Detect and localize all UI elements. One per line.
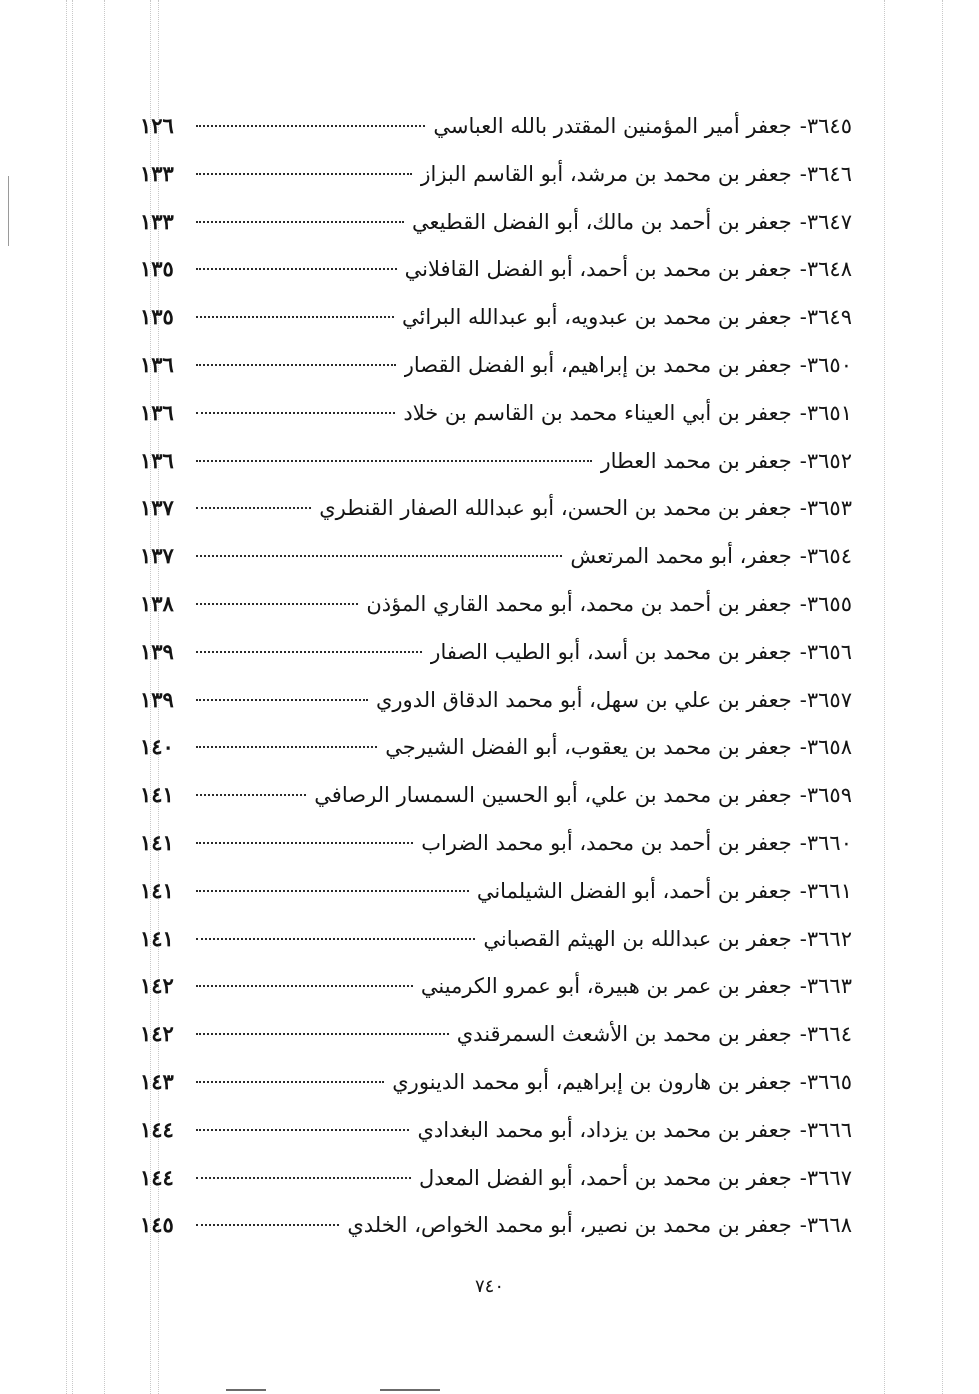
entry-number: ٣٦٥٠-	[799, 352, 852, 377]
entry-title: جعفر بن أحمد، أبو الفضل الشيلماني	[476, 878, 792, 903]
scan-mark	[8, 176, 9, 246]
toc-entry	[140, 1058, 852, 1106]
entry-title: جعفر بن هارون بن إبراهيم، أبو محمد الدينوري	[392, 1069, 792, 1094]
page-number: ٧٤٠	[474, 1276, 504, 1297]
entry-page-number: ١٣٣	[140, 208, 174, 234]
toc-entry	[140, 1010, 852, 1058]
entry-number: ٣٦٥١-	[799, 400, 852, 425]
dot-leader	[196, 1033, 449, 1035]
entry-number: ٣٦٦٧-	[799, 1165, 852, 1190]
dot-leader	[196, 507, 311, 509]
entry-title: جعفر بن عمر بن هبيرة، أبو عمرو الكرميني	[420, 974, 792, 999]
scan-guide-line	[72, 0, 73, 1394]
entry-page-number: ١٤٠	[140, 734, 174, 760]
toc-entry	[140, 819, 852, 867]
entry-number: ٣٦٥٤-	[799, 544, 852, 569]
entry-page-number: ١٣٦	[140, 351, 174, 377]
entry-page-number: ١٣٦	[140, 447, 174, 473]
toc-entry	[140, 532, 852, 580]
entry-title: جعفر بن محمد بن يعقوب، أبو الفضل الشيرجي	[385, 735, 792, 760]
toc-entry	[140, 915, 852, 963]
dot-leader	[196, 603, 358, 605]
scan-guide-line	[66, 0, 67, 1394]
entry-number: ٣٦٤٨-	[799, 257, 852, 282]
entry-page-number: ١٣٥	[140, 304, 174, 330]
toc-entry	[140, 437, 852, 485]
entry-title: جعفر بن محمد بن إبراهيم، أبو الفضل القصار	[403, 352, 792, 377]
toc-entry	[140, 245, 852, 293]
dot-leader	[196, 1177, 411, 1179]
entry-page-number: ١٤١	[140, 829, 174, 855]
entry-page-number: ١٣٦	[140, 399, 174, 425]
dot-leader	[196, 985, 413, 987]
toc-entry	[140, 293, 852, 341]
scan-guide-line	[884, 0, 885, 1394]
entry-title: جعفر بن أحمد بن محمد، أبو محمد القاري المؤذن	[366, 591, 792, 616]
entry-page-number: ١٤١	[140, 925, 174, 951]
entry-title: جعفر بن محمد بن الحسن، أبو عبدالله الصفار القنطري	[319, 496, 792, 521]
toc-entry	[140, 484, 852, 532]
entry-number: ٣٦٤٥-	[799, 114, 852, 138]
entry-number: ٣٦٦٠-	[799, 830, 852, 855]
entry-title: جعفر بن محمد بن علي، أبو الحسين السمسار الرصافي	[314, 783, 792, 808]
entry-number: ٣٦٦١-	[799, 878, 852, 903]
entry-title: جعفر بن علي بن سهل، أبو محمد الدقاق الدوري	[375, 687, 792, 712]
bottom-rule	[226, 1389, 266, 1391]
dot-leader	[196, 364, 396, 366]
entry-title: جعفر بن محمد العطار	[600, 448, 792, 473]
entry-title: جعفر بن محمد بن يزداد، أبو محمد البغدادي	[417, 1117, 792, 1142]
dot-leader	[196, 460, 592, 462]
entry-page-number: ١٤٤	[140, 1116, 174, 1142]
toc-entry	[140, 580, 852, 628]
entry-number: ٣٦٦٤-	[799, 1022, 852, 1047]
entry-number: ٣٦٤٧-	[799, 209, 852, 234]
entry-title: جعفر بن محمد بن أسد، أبو الطيب الصفار	[430, 639, 792, 664]
entry-page-number: ١٣٩	[140, 686, 174, 712]
toc-entry	[140, 628, 852, 676]
dot-leader	[196, 221, 404, 223]
dot-leader	[196, 268, 397, 270]
dot-leader	[196, 1224, 339, 1226]
toc-entry	[140, 771, 852, 819]
entry-page-number: ١٤٥	[140, 1212, 174, 1238]
entry-number: ٣٦٦٢-	[799, 926, 852, 951]
toc-entry	[140, 1201, 852, 1249]
entry-page-number: ١٤٤	[140, 1164, 174, 1190]
dot-leader	[196, 699, 368, 701]
dot-leader	[196, 746, 377, 748]
dot-leader	[196, 651, 422, 653]
entry-number: ٣٦٥٦-	[799, 639, 852, 664]
entry-page-number: ١٤١	[140, 782, 174, 808]
table-of-contents	[140, 102, 852, 1249]
entry-number: ٣٦٥٢-	[799, 448, 852, 473]
entry-title: جعفر بن محمد بن أحمد، أبو الفضل القافلاني	[404, 257, 792, 282]
entry-title: جعفر بن عبدالله بن الهيثم القصباني	[483, 926, 792, 951]
toc-entry	[140, 1154, 852, 1202]
bottom-rule	[380, 1389, 440, 1391]
entry-number: ٣٦٤٩-	[799, 305, 852, 330]
entry-page-number: ١٢٦	[140, 113, 174, 138]
dot-leader	[196, 794, 306, 796]
entry-page-number: ١٤١	[140, 877, 174, 903]
entry-number: ٣٦٦٨-	[799, 1213, 852, 1238]
entry-number: ٣٦٥٨-	[799, 735, 852, 760]
entry-number: ٣٦٤٦-	[799, 161, 852, 186]
toc-entry	[140, 867, 852, 915]
dot-leader	[196, 938, 475, 940]
entry-page-number: ١٣٨	[140, 590, 174, 616]
dot-leader	[196, 1081, 384, 1083]
entry-number: ٣٦٦٥-	[799, 1069, 852, 1094]
entry-title: جعفر بن أحمد بن مالك، أبو الفضل القطيعي	[412, 209, 792, 234]
dot-leader	[196, 842, 413, 844]
entry-number: ٣٦٥٣-	[799, 496, 852, 521]
toc-entry	[140, 198, 852, 246]
entry-page-number: ١٤٢	[140, 973, 174, 999]
entry-title: جعفر بن محمد بن نصير، أبو محمد الخواص، الخلدي	[347, 1213, 792, 1238]
dot-leader	[196, 316, 394, 318]
toc-entry	[140, 341, 852, 389]
toc-entry	[140, 723, 852, 771]
toc-entry	[140, 150, 852, 198]
dot-leader	[196, 173, 412, 175]
entry-page-number: ١٣٣	[140, 160, 174, 186]
entry-title: جعفر، أبو محمد المرتعش	[570, 544, 792, 569]
entry-title: جعفر بن محمد بن الأشعث السمرقندي	[456, 1022, 792, 1047]
entry-title: جعفر بن محمد بن مرشد، أبو القاسم البزاز	[420, 161, 792, 186]
toc-entry	[140, 389, 852, 437]
scan-guide-line	[104, 0, 105, 1394]
entry-number: ٣٦٥٩-	[799, 783, 852, 808]
dot-leader	[196, 412, 395, 414]
scan-guide-line	[942, 0, 943, 1394]
entry-number: ٣٦٥٥-	[799, 591, 852, 616]
entry-page-number: ١٣٩	[140, 638, 174, 664]
entry-page-number: ١٣٧	[140, 495, 174, 521]
toc-entry	[140, 1106, 852, 1154]
dot-leader	[196, 555, 562, 557]
entry-page-number: ١٤٢	[140, 1021, 174, 1047]
entry-number: ٣٦٦٣-	[799, 974, 852, 999]
dot-leader	[196, 1129, 409, 1131]
entry-page-number: ١٣٥	[140, 256, 174, 282]
toc-entry	[140, 676, 852, 724]
toc-entry	[140, 102, 852, 150]
entry-title: جعفر بن أحمد بن محمد، أبو محمد الضراب	[421, 830, 792, 855]
entry-title: جعفر بن محمد بن عبدويه، أبو عبدالله البرائي	[401, 305, 792, 330]
dot-leader	[196, 125, 425, 127]
entry-page-number: ١٤٣	[140, 1068, 174, 1094]
toc-entry	[140, 962, 852, 1010]
entry-page-number: ١٣٧	[140, 543, 174, 569]
dot-leader	[196, 890, 469, 892]
entry-number: ٣٦٦٦-	[799, 1117, 852, 1142]
entry-number: ٣٦٥٧-	[799, 687, 852, 712]
entry-title: جعفر بن محمد بن أحمد، أبو الفضل المعدل	[419, 1165, 792, 1190]
entry-title: جعفر أمير المؤمنين المقتدر بالله العباسي	[433, 114, 792, 138]
entry-title: جعفر بن أبي العيناء محمد بن القاسم بن خلاد	[403, 400, 792, 425]
